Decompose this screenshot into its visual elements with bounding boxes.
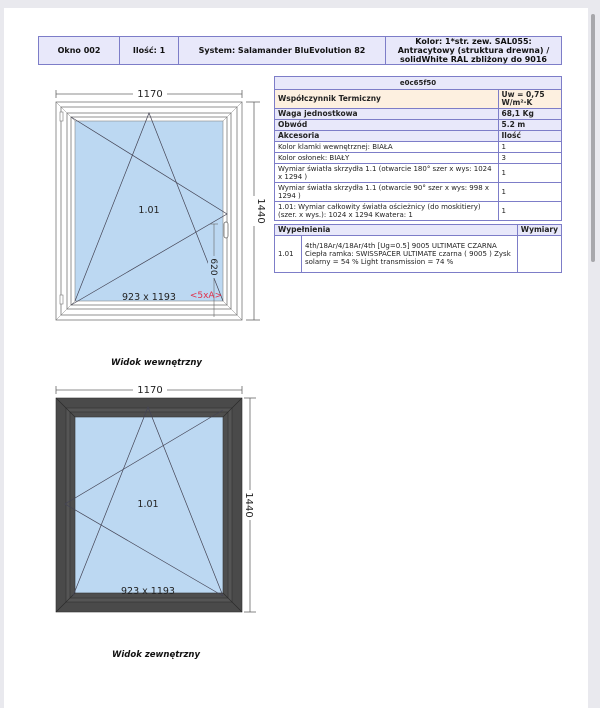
height-label: 1440 [255,198,266,224]
window-color: Kolor: 1*str. zew. SAL055: Antracytowy (struktura drewna) / solidWhite RAL zbliżony do 9016 [386,37,562,65]
accessory-qty: 1 [498,142,561,153]
sash-label: 1.01 [138,205,160,216]
quantity-header: Ilość [498,131,561,142]
accessory-name: Kolor klamki wewnętrznej: BIAŁA [275,142,499,153]
spec-label: Waga jednostkowa [275,109,499,120]
spec-row [275,109,562,120]
filling-id: 1.01 [275,236,302,273]
accessory-qty: 3 [498,153,561,164]
spec-value: 68,1 Kg [498,109,561,120]
spec-label: Obwód [275,120,499,131]
interior-view-caption: Widok wewnętrzny [111,358,202,368]
accessory-row [275,142,562,153]
accessory-row [275,183,562,202]
exterior-view-caption: Widok zewnętrzny [112,650,201,660]
height-label: 1440 [243,492,254,518]
glass-size-label: 923 x 1193 [122,292,176,303]
accessory-qty: 1 [498,202,561,221]
fillings-header: Wypełnienia [275,225,518,236]
spec-row [275,90,562,109]
glass-size-label: 923 x 1193 [121,586,175,597]
filling-row [275,236,562,273]
accessory-name: Kolor osłonek: BIAŁY [275,153,499,164]
spec-value: Uw = 0,75 W/m²·K [498,90,561,109]
accessory-name: 1.01: Wymiar całkowity światła ościeżnicy (do moskitiery) (szer. x wys.): 1024 x 1294 Kwatera: 1 [275,202,499,221]
handle-note: <5xA> [189,291,223,301]
window-quantity: Ilość: 1 [120,37,179,65]
spec-table [274,76,562,221]
accessory-row [275,202,562,221]
spec-label: Współczynnik Termiczny [275,90,499,109]
filling-description: 4th/18Ar/4/18Ar/4th [Ug=0.5] 9005 ULTIMATE CZARNA Ciepła ramka: SWISSPACER ULTIMATE czarna ( 9005 ) Zysk solarny = 54 % Light transmission = 74 % [302,236,518,273]
accessory-name: Wymiar światła skrzydła 1.1 (otwarcie 90° szer x wys: 998 x 1294 ) [275,183,499,202]
window-system: System: Salamander BluEvolution 82 [179,37,386,65]
window-header-table [38,36,562,65]
spec-value: 5.2 m [498,120,561,131]
accessory-row [275,164,562,183]
accessory-qty: 1 [498,183,561,202]
sash-label: 1.01 [137,499,159,510]
hinge-icon [60,295,63,304]
hinge-icon [60,112,63,121]
dimensions-header: Wymiary [517,225,561,236]
exterior-window-drawing [40,382,270,622]
handle-icon [224,222,228,238]
width-label: 1170 [137,385,163,396]
scrollbar[interactable] [591,14,595,262]
fillings-table [274,224,562,273]
spec-row [275,120,562,131]
accessory-row [275,153,562,164]
accessories-header: Akcesoria [275,131,499,142]
interior-window-drawing [40,84,270,334]
filling-dimensions [517,236,561,273]
window-name: Okno 002 [39,37,120,65]
handle-height-label: 620 [208,258,218,276]
width-label: 1170 [137,89,163,100]
product-code: e0c65f50 [275,77,562,90]
accessory-qty: 1 [498,164,561,183]
accessory-name: Wymiar światła skrzydła 1.1 (otwarcie 180° szer x wys: 1024 x 1294 ) [275,164,499,183]
